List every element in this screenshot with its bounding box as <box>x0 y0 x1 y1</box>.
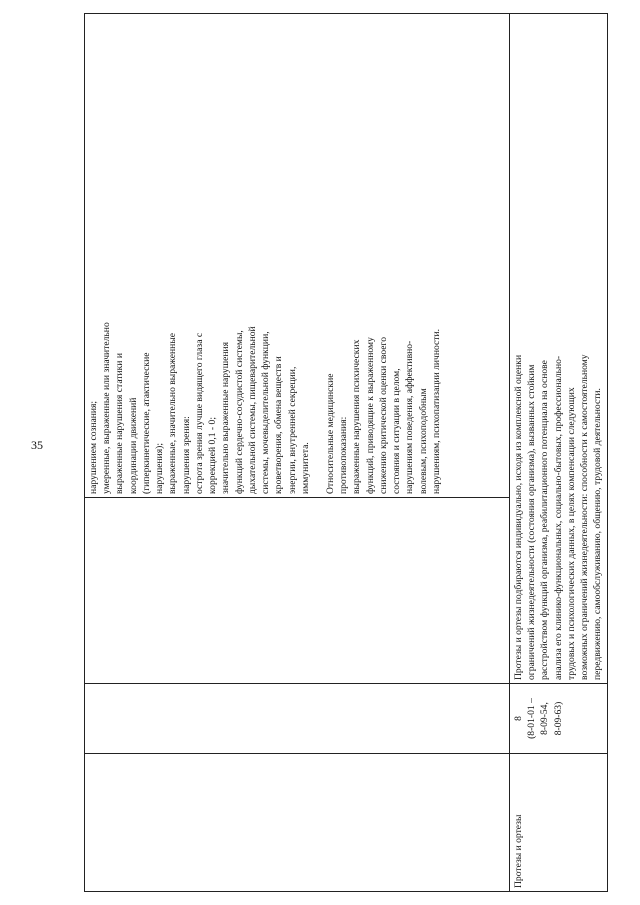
text-line: дыхательной системы, пищеварительной <box>246 326 258 494</box>
cell-product-code <box>510 684 608 754</box>
cell-selection-note <box>510 14 608 684</box>
text-line: нарушения); <box>154 442 166 494</box>
text-line: энергии, внутренней секреции, <box>286 366 298 494</box>
text-line: значительно выраженные нарушения <box>220 341 232 494</box>
text-line: иммунитета. <box>299 442 311 494</box>
text-line: координации движений <box>127 397 139 494</box>
text-line: выраженные нарушения психических <box>351 339 363 494</box>
cell-upper-code <box>85 684 510 754</box>
text-line: снижению критической оценки своего <box>377 336 389 494</box>
text-line: нарушением сознания; <box>88 400 99 494</box>
text-line: выраженные, значительно выраженные <box>167 332 179 494</box>
text-line: функций, приводящие к выраженному <box>364 337 376 494</box>
cell-upper-empty <box>85 498 510 684</box>
table-row-lower <box>510 14 608 892</box>
text-line: кроветворения, обмена веществ и <box>273 356 285 494</box>
text-line: ограничений жизнедеятельности (состояния организма), вызванных стойким <box>526 364 538 680</box>
text-line: трудовых и психологических данных, в целях компенсации следующих <box>565 387 577 680</box>
rehabilitation-table <box>84 13 608 892</box>
text-line: передвижению, самообслуживанию, общению, трудовой деятельности. <box>592 388 604 680</box>
code-line: 8-09-63) <box>552 701 564 736</box>
page-number: 35 <box>31 438 43 452</box>
text-line: возможных ограничений жизнедеятельности: способности к самостоятельному <box>579 354 591 680</box>
text-line: коррекцией 0,1 - 0; <box>207 417 219 494</box>
text-line: нарушениям, психопатизации личности. <box>430 328 442 494</box>
product-name: Протезы и ортезы <box>513 814 524 888</box>
relative-contraindications-heading: противопоказания: <box>338 416 350 494</box>
code-line: 8 <box>513 716 524 721</box>
text-line: нарушениям поведения, аффективно- <box>404 340 416 494</box>
code-line: 8-09-54, <box>539 702 551 735</box>
rotated-table-wrapper <box>84 14 604 892</box>
text-line: умеренные, выраженные или значительно <box>101 322 113 494</box>
text-line: (гиперкинетические, атактические <box>140 352 152 494</box>
text-line: выраженные нарушения статики и <box>114 353 126 494</box>
text-line: анализа его клинико-функциональных, социально-бытовых, профессионально- <box>552 355 564 680</box>
cell-product-name <box>510 754 608 892</box>
text-line: состояния и ситуации в целом, <box>391 368 403 494</box>
paragraph-gap <box>312 17 324 494</box>
text-line: острота зрения лучше видящего глаза с <box>193 332 205 494</box>
text-line: системы, мочевыделительной функции, <box>260 331 272 494</box>
table-row-upper <box>85 14 510 892</box>
text-line: волевым, психоподобным <box>417 388 429 494</box>
text-line: функций сердечно-сосудистой системы, <box>233 330 245 494</box>
cell-upper-name <box>85 754 510 892</box>
text-line: Протезы и ортезы подбираются индивидуально, исходя из комплексной оценки <box>513 354 524 680</box>
code-line: (8-01-01 – <box>526 698 538 739</box>
relative-contraindications-heading: Относительные медицинские <box>324 373 336 494</box>
cell-upper-description <box>85 14 510 498</box>
contraindication-lines <box>87 17 443 494</box>
selection-note <box>512 17 605 680</box>
text-line: нарушения зрения: <box>180 416 192 494</box>
text-line: расстройством функций организма, реабилитационного потенциала на основе <box>539 360 551 680</box>
